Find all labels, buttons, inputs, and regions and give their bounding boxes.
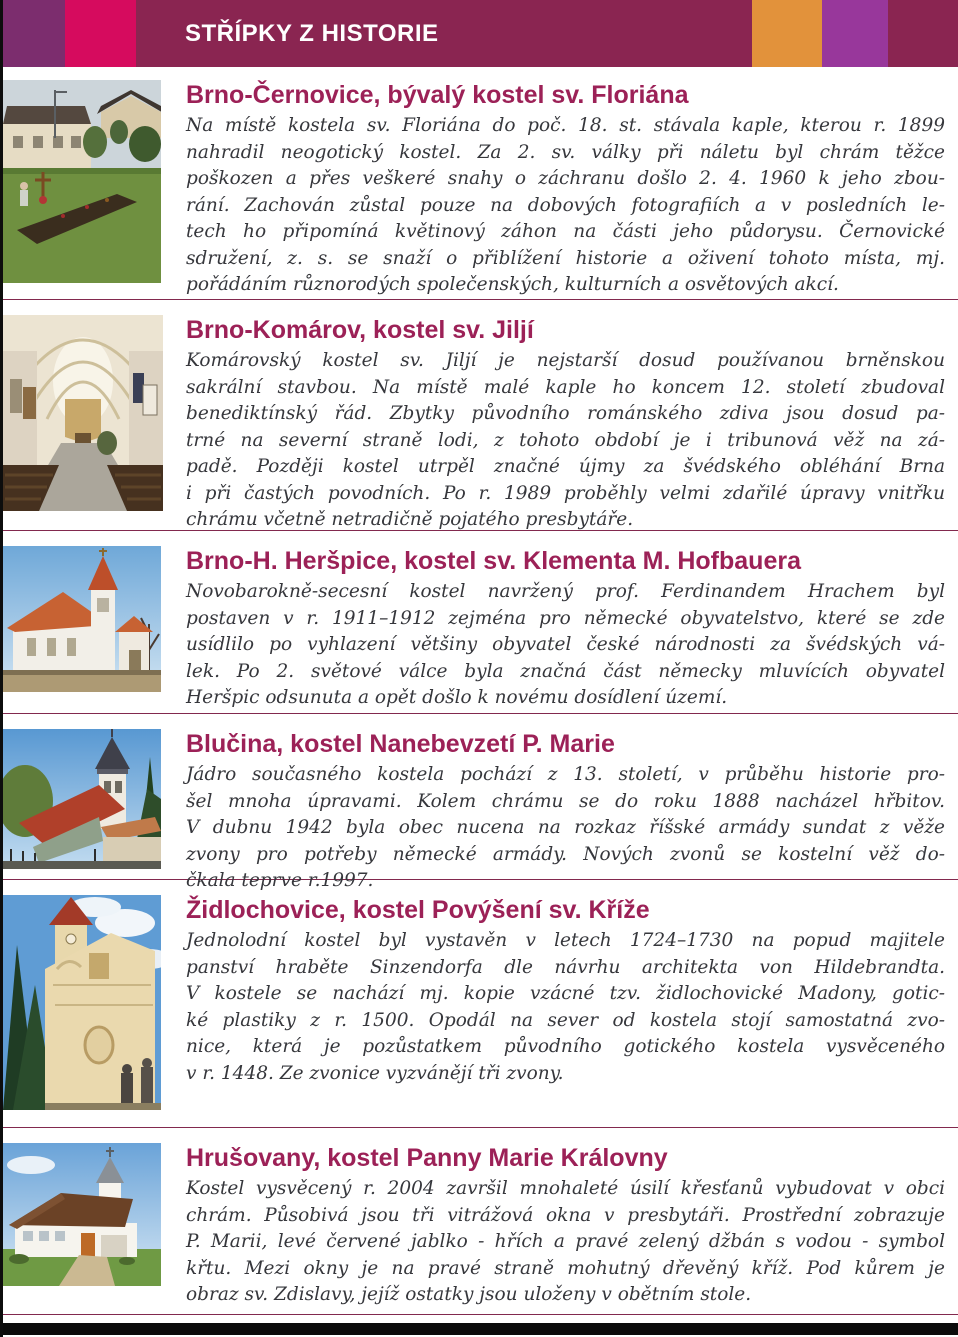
deco-block-orange <box>752 0 822 67</box>
section-body: Kostel vysvěcený r. 2004 završil mnohaleté úsilí křesťanů vybudovat v obci chrám. Působivá jsou tři vitrážová okna v presbytáři. Prostřední zobrazuje P. Marii, levé červené jablko - hřích a pravé zelený džbán s vodou - symbol křtu. Mezi okny je na pravé straně mohutný dřevěný kříž. Pod kůrem je obraz sv. Zdislavy, jejíž ostatky jsou uloženy v obětním stole. <box>186 1178 945 1305</box>
section-title: Hrušovany, kostel Panny Marie Královny <box>186 1144 668 1172</box>
photo-blucina <box>3 729 186 895</box>
section-title: Brno-Černovice, bývalý kostel sv. Floriána <box>186 81 689 109</box>
bottom-black-bar <box>3 1323 958 1335</box>
photo-brno-cernovice <box>3 80 186 299</box>
section-brno-herspice <box>3 531 958 714</box>
page-title: STŘÍPKY Z HISTORIE <box>185 19 439 47</box>
section-body: Na místě kostela sv. Floriána do poč. 18. st. stávala kaple, kterou r. 1899 nahradil neogotický kostel. Za 2. sv. války při náletu byl chrám těžce poškozen a přes veškeré snahy o záchranu došlo 2. 4. 1960 k jeho zbou- rání. Zachován zůstal pouze na dobových fotografiích a v posledních le- tech ho připomíná květinový záhon na části jeho půdorysu. Černovické sdružení, z. s. se snaží o přiblížení historie a oživení tohoto místa, mj. pořádáním různorodých společenských, kulturních a osvětových akcí. <box>186 115 945 295</box>
modern-church-illustration <box>3 1143 161 1286</box>
section-title: Blučina, kostel Nanebevzetí P. Marie <box>186 730 615 758</box>
deco-block-purple-right <box>822 0 888 67</box>
section-hrusovany <box>3 1128 958 1315</box>
photo-hrusovany <box>3 1143 186 1314</box>
section-brno-komarov <box>3 300 958 531</box>
white-church-illustration <box>3 546 161 692</box>
section-blucina <box>3 714 958 891</box>
photo-brno-komarov <box>3 315 186 534</box>
section-body: Jednolodní kostel byl vystavěn v letech 1724–1730 na popud majitele panství hraběte Sinzendorfa dle návrhu architekta von Hildebrandta. V kostele se nachází mj. kopie vzácné tzv. židlochovické Madony, gotic- ké plastiky z r. 1500. Opodál na sever od kostela stojí samostatná zvo- nice, která je pozůstatkem původního gotického kostela vysvěceného v r. 1448. Ze zvonice vyzvánějí tři zvony. <box>186 930 945 1084</box>
section-brno-cernovice <box>3 67 958 300</box>
header-bar <box>3 0 958 67</box>
section-zidlochovice <box>3 880 958 1128</box>
garden-photo-illustration <box>3 80 161 283</box>
bottom-gap <box>3 1315 958 1323</box>
section-title: Brno-H. Heršpice, kostel sv. Klementa M. Hofbauera <box>186 547 801 575</box>
section-body: Jádro současného kostela pochází z 13. století, v průběhu historie pro- šel mnoha úpravami. Kolem chrámu se do roku 1888 nacházel hřbitov. V dubnu 1942 byla obec nucena na rozkaz říšské armády sundat z věže zvony pro potřeby německé armády. Nových zvonů se kostelní věž do- čkala teprve r.1997. <box>186 764 945 891</box>
section-title: Brno-Komárov, kostel sv. Jiljí <box>186 316 534 344</box>
deco-block-pink <box>65 0 136 67</box>
photo-zidlochovice <box>3 895 186 1127</box>
section-title: Židlochovice, kostel Povýšení sv. Kříže <box>186 896 650 924</box>
church-interior-illustration <box>3 315 163 511</box>
section-body: Novobarokně-secesní kostel navržený prof. Ferdinandem Hrachem byl postaven v r. 1911–1912 zejména pro německé obyvatelstvo, které se zde usídlilo po vyhlazení většiny obyvatel české národnosti za švédských vá- lek. Po 2. světové válce byla značná část německy mluvících obyvatel Heršpic odsunuta a opět došlo k novému dosídlení území. <box>186 581 945 708</box>
baroque-church-illustration <box>3 895 161 1110</box>
tower-church-illustration <box>3 729 161 869</box>
sections-list <box>3 67 958 1315</box>
photo-brno-herspice <box>3 546 186 713</box>
deco-block-purple-left <box>3 0 65 67</box>
section-body: Komárovský kostel sv. Jiljí je nejstarší dosud používanou brněnskou sakrální stavbou. Na místě malé kaple ho koncem 12. století zbudoval benediktínský řád. Zbytky původního románského zdiva jsou dosud pa- trné na severní straně lodi, z tohoto období je i tribunová věž na zá- padě. Později kostel utrpěl značné újmy za švédského obléhání Brna i při častých povodních. Po r. 1989 proběhly velmi zdařilé úpravy vnitřku chrámu včetně netradičně pojatého presbytáře. <box>186 350 945 530</box>
